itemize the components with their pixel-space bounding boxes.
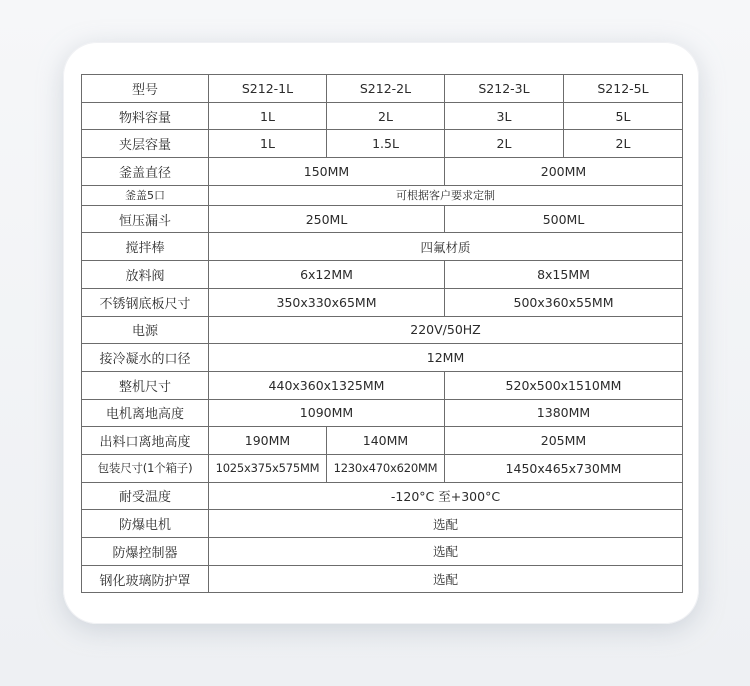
cell: 1L	[209, 130, 327, 158]
row-label: 电源	[82, 316, 209, 344]
cell: 选配	[209, 538, 683, 566]
cell: 350x330x65MM	[209, 288, 445, 316]
model-3l: S212-3L	[445, 75, 564, 103]
model-2l: S212-2L	[327, 75, 445, 103]
row-funnel	[82, 205, 683, 233]
row-overall-size	[82, 371, 683, 399]
cell: 1230x470x620MM	[327, 454, 445, 482]
cell: 选配	[209, 510, 683, 538]
row-temperature	[82, 482, 683, 510]
row-package-size	[82, 454, 683, 482]
cell: -120°C 至+300°C	[209, 482, 683, 510]
cell: 选配	[209, 565, 683, 593]
row-material-capacity	[82, 102, 683, 130]
cell: 200MM	[445, 158, 683, 186]
row-label: 不锈钢底板尺寸	[82, 288, 209, 316]
row-base-plate	[82, 288, 683, 316]
cell: 1450x465x730MM	[445, 454, 683, 482]
row-label: 钢化玻璃防护罩	[82, 565, 209, 593]
row-label: 包装尺寸(1个箱子)	[82, 454, 209, 482]
row-lid-diameter	[82, 158, 683, 186]
cell: 12MM	[209, 344, 683, 372]
cell: 5L	[564, 102, 683, 130]
row-jacket-capacity	[82, 130, 683, 158]
row-label: 搅拌棒	[82, 233, 209, 261]
row-motor-height	[82, 399, 683, 427]
row-label: 耐受温度	[82, 482, 209, 510]
row-power	[82, 316, 683, 344]
row-label: 整机尺寸	[82, 371, 209, 399]
cell: 可根据客户要求定制	[209, 185, 683, 205]
spec-table	[81, 74, 683, 593]
row-label: 出料口离地高度	[82, 427, 209, 455]
header-row	[82, 75, 683, 103]
cell: 8x15MM	[445, 261, 683, 289]
cell: 150MM	[209, 158, 445, 186]
model-5l: S212-5L	[564, 75, 683, 103]
row-discharge-valve	[82, 261, 683, 289]
cell: 3L	[445, 102, 564, 130]
cell: 500x360x55MM	[445, 288, 683, 316]
header-label: 型号	[82, 75, 209, 103]
row-lid-ports	[82, 185, 683, 205]
cell: 190MM	[209, 427, 327, 455]
row-stirrer	[82, 233, 683, 261]
row-glass-shield	[82, 565, 683, 593]
cell: 220V/50HZ	[209, 316, 683, 344]
cell: 500ML	[445, 205, 683, 233]
cell: 250ML	[209, 205, 445, 233]
row-label: 接冷凝水的口径	[82, 344, 209, 372]
cell: 6x12MM	[209, 261, 445, 289]
model-1l: S212-1L	[209, 75, 327, 103]
cell: 2L	[327, 102, 445, 130]
cell: 1025x375x575MM	[209, 454, 327, 482]
row-explosion-proof-controller	[82, 538, 683, 566]
row-label: 物料容量	[82, 102, 209, 130]
row-label: 釜盖直径	[82, 158, 209, 186]
cell: 2L	[564, 130, 683, 158]
cell: 140MM	[327, 427, 445, 455]
cell: 440x360x1325MM	[209, 371, 445, 399]
row-condenser-port	[82, 344, 683, 372]
row-label: 夹层容量	[82, 130, 209, 158]
row-label: 恒压漏斗	[82, 205, 209, 233]
row-label: 防爆控制器	[82, 538, 209, 566]
cell: 1.5L	[327, 130, 445, 158]
row-explosion-proof-motor	[82, 510, 683, 538]
cell: 1090MM	[209, 399, 445, 427]
row-label: 釜盖5口	[82, 185, 209, 205]
row-label: 防爆电机	[82, 510, 209, 538]
row-label: 电机离地高度	[82, 399, 209, 427]
row-label: 放料阀	[82, 261, 209, 289]
cell: 1380MM	[445, 399, 683, 427]
cell: 四氟材质	[209, 233, 683, 261]
cell: 2L	[445, 130, 564, 158]
cell: 1L	[209, 102, 327, 130]
cell: 520x500x1510MM	[445, 371, 683, 399]
row-outlet-height	[82, 427, 683, 455]
cell: 205MM	[445, 427, 683, 455]
